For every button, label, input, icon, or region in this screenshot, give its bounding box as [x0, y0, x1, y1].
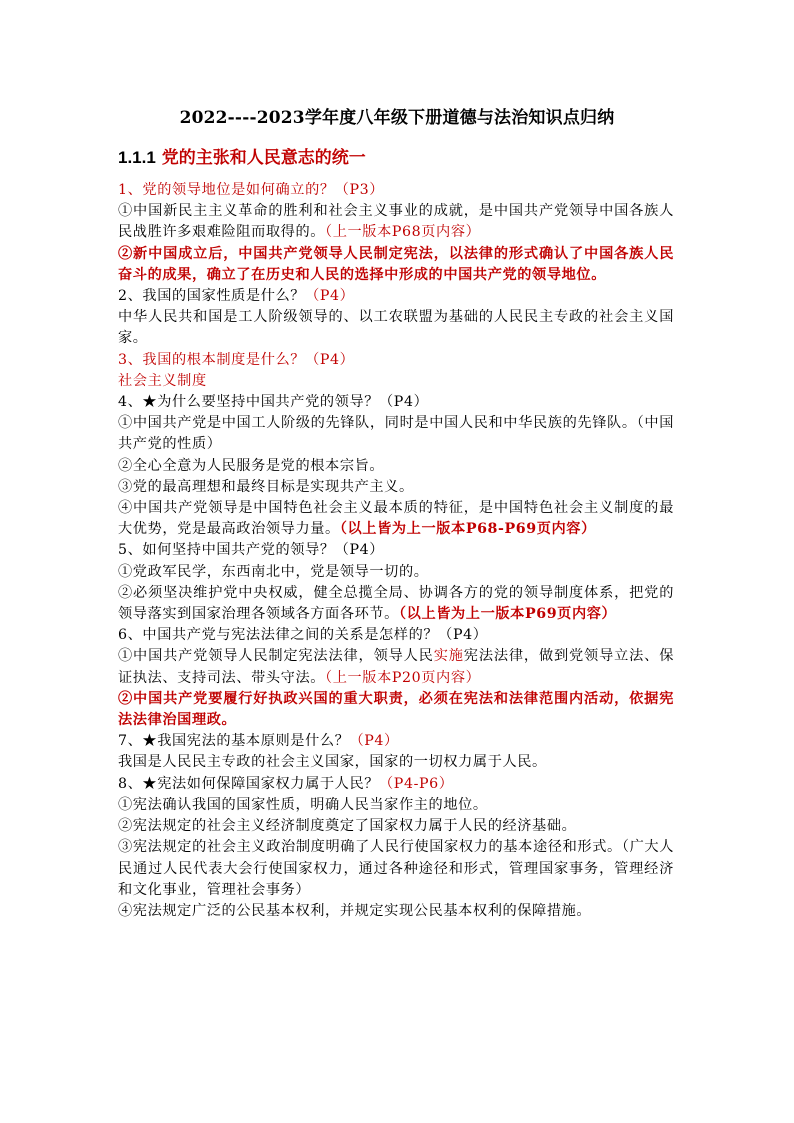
answer-8-3: ③宪法规定的社会主义政治制度明确了人民行使国家权力的基本途径和形式。（广大人民通过人民代表大会行使国家权力，通过各种途径和形式，管理国家事务，管理经济和文化事业，管理社会事务） — [118, 839, 674, 898]
section-title: 党的主张和人民意志的统一 — [161, 148, 366, 168]
answer-4-3: ③党的最高理想和最终目标是实现共产主义。 — [118, 478, 414, 495]
question-5: 5、如何坚持中国共产党的领导？（P4） — [118, 542, 385, 559]
section-number: 1.1.1 — [118, 148, 156, 167]
answer-5-2: ②必须坚决维护党中央权威，健全总揽全局、协调各方的党的领导制度体系，把党的领导落实到国家治理各领域各方面各环节。（以上皆为上一版本P69页内容） — [118, 584, 674, 623]
answer-6-1: ①中国共产党领导人民制定宪法法律，领导人民实施宪法法律，做到党领导立法、保证执法、支持司法、带头守法。（上一版本P20页内容） — [118, 648, 675, 686]
question-7: 7、★我国宪法的基本原则是什么？（P4） — [118, 733, 399, 750]
source-note: （上一版本P68页内容） — [325, 224, 481, 241]
question-8: 8、★宪法如何保障国家权力属于人民？（P4-P6） — [118, 775, 454, 792]
answer-8-1: ①宪法确认我国的国家性质，明确人民当家作主的地位。 — [118, 796, 488, 813]
source-note: （以上皆为上一版本P69页内容） — [398, 606, 617, 623]
answer-4-2: ②全心全意为人民服务是党的根本宗旨。 — [118, 457, 385, 474]
source-note: （以上皆为上一版本P68-P69页内容） — [339, 521, 596, 538]
answer-6-2: ②中国共产党要履行好执政兴国的重大职责，必须在宪法和法律范围内活动，依据宪法法律治国理政。 — [118, 690, 674, 729]
question-4: 4、★为什么要坚持中国共产党的领导？（P4） — [118, 394, 429, 411]
answer-2: 中华人民共和国是工人阶级领导的、以工农联盟为基础的人民民主专政的社会主义国家。 — [118, 309, 674, 347]
source-note: （上一版本P20页内容） — [325, 669, 481, 686]
answer-7: 我国是人民民主专政的社会主义国家，国家的一切权力属于人民。 — [118, 754, 547, 771]
content-body — [118, 180, 674, 922]
question-1: 1、党的领导地位是如何确立的？（P3） — [118, 182, 385, 198]
answer-5-1: ①党政军民学，东西南北中，党是领导一切的。 — [118, 563, 429, 580]
answer-8-4: ④宪法规定广泛的公民基本权利，并规定实现公民基本权利的保障措施。 — [118, 902, 592, 919]
question-3: 3、我国的根本制度是什么？（P4） — [118, 351, 355, 368]
page-title: 2022----2023学年度八年级下册道德与法治知识点归纳 — [179, 108, 615, 128]
question-2: 2、我国的国家性质是什么？（P4） — [118, 288, 355, 305]
answer-1-1: ①中国新民主主义革命的胜利和社会主义事业的成就，是中国共产党领导中国各族人民战胜许多艰难险阻而取得的。（上一版本P68页内容） — [118, 203, 674, 241]
answer-1-2: ②新中国成立后，中国共产党领导人民制定宪法，以法律的形式确认了中国各族人民奋斗的成果，确立了在历史和人民的选择中形成的中国共产党的领导地位。 — [118, 245, 674, 283]
section-heading — [118, 147, 366, 169]
answer-4-4: ④中国共产党领导是中国特色社会主义最本质的特征，是中国特色社会主义制度的最大优势，党是最高政治领导力量。（以上皆为上一版本P68-P69页内容） — [118, 500, 674, 538]
question-6: 6、中国共产党与宪法法律之间的关系是怎样的？（P4） — [118, 627, 488, 644]
answer-3: 社会主义制度 — [118, 372, 207, 389]
answer-4-1: ①中国共产党是中国工人阶级的先锋队，同时是中国人民和中华民族的先锋队。（中国共产党的性质） — [118, 415, 674, 453]
answer-8-2: ②宪法规定的社会主义经济制度奠定了国家权力属于人民的经济基础。 — [118, 818, 577, 835]
